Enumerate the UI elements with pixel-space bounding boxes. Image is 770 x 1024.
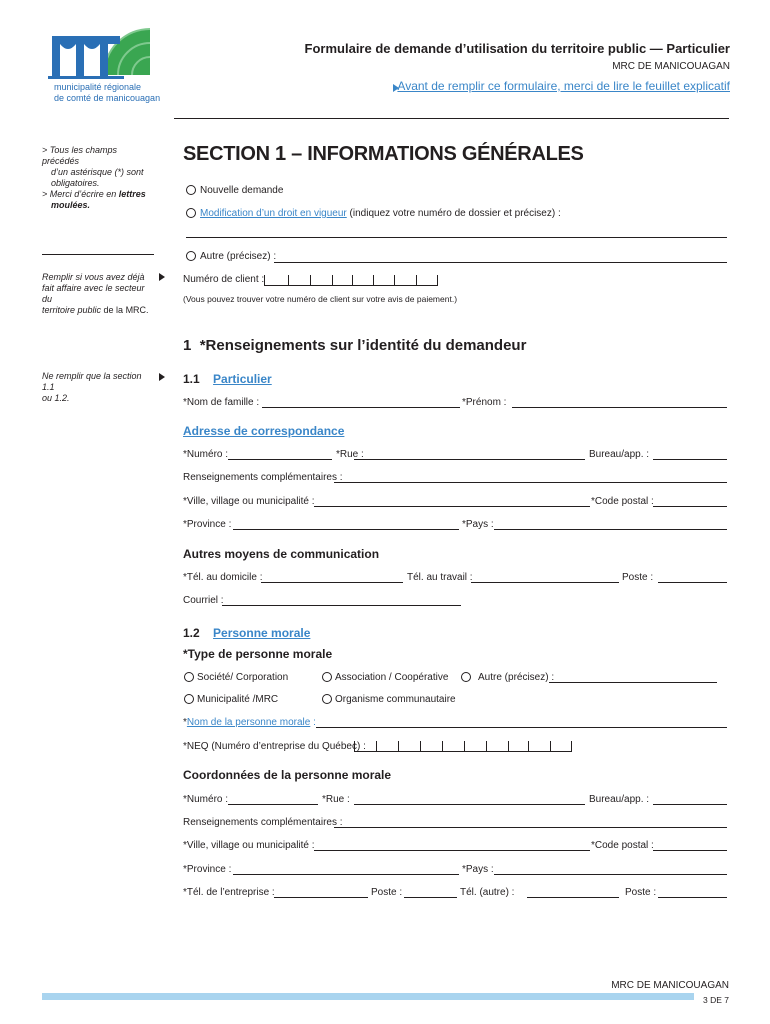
pm-city-field[interactable]	[314, 850, 590, 851]
note-line: obligatoires.	[51, 178, 100, 188]
sidebar-section-note	[42, 371, 154, 404]
other-ext-label: Poste :	[625, 887, 657, 898]
opt-new-label: Nouvelle demande	[200, 185, 284, 196]
pm-number-field[interactable]	[228, 804, 318, 805]
colon: :	[310, 717, 316, 728]
header-org: MRC DE MANICOUAGAN	[612, 61, 730, 72]
note-text: territoire public	[42, 305, 102, 315]
address-heading: Adresse de correspondance	[183, 424, 345, 438]
radio-modification[interactable]	[186, 208, 196, 218]
note-line: fait affaire avec le secteur du	[42, 283, 145, 304]
lastname-label: *Nom de famille :	[183, 397, 260, 408]
sidebar-divider	[42, 254, 154, 255]
radio-autre-type[interactable]	[461, 672, 471, 682]
association-label: Association / Coopérative	[335, 672, 449, 683]
section-title: SECTION 1 – INFORMATIONS GÉNÉRALES	[183, 143, 584, 165]
province-label: *Province :	[183, 519, 232, 530]
note-bold: lettres	[118, 189, 146, 199]
firstname-field[interactable]	[512, 407, 727, 408]
municipalite-label: Municipalité /MRC	[197, 694, 279, 705]
pm-postal-label: *Code postal :	[591, 840, 654, 851]
modification-line[interactable]	[186, 237, 727, 238]
subsection-1-2	[183, 624, 310, 642]
other-ext-field[interactable]	[658, 897, 727, 898]
street-field[interactable]	[354, 459, 585, 460]
autre-type-label: Autre (précisez) :	[478, 672, 555, 683]
header-divider	[174, 118, 729, 119]
opt-other-label: Autre (précisez) :	[200, 251, 277, 262]
logo-text-line1: municipalité régionale	[54, 82, 142, 92]
work-phone-label: Tél. au travail :	[407, 572, 473, 583]
arrow-icon	[159, 273, 165, 281]
unit-field[interactable]	[653, 459, 727, 460]
societe-label: Société/ Corporation	[197, 672, 289, 683]
particulier-link[interactable]: Particulier	[213, 372, 272, 386]
note-line: ou 1.2.	[42, 393, 70, 403]
extension-field[interactable]	[658, 582, 727, 583]
radio-municipalite[interactable]	[184, 694, 194, 704]
company-ext-label: Poste :	[371, 887, 403, 898]
neq-field[interactable]	[354, 739, 572, 752]
home-phone-label: *Tél. au domicile :	[183, 572, 263, 583]
complementary-label: Renseignements complémentaires :	[183, 472, 343, 483]
postal-label: *Code postal :	[591, 496, 654, 507]
opt-modification-label	[200, 208, 561, 220]
subsection-1-1	[183, 370, 272, 388]
pm-number-label: *Numéro :	[183, 794, 229, 805]
pm-complementary-field[interactable]	[334, 827, 727, 828]
postal-field[interactable]	[653, 506, 727, 507]
radio-association[interactable]	[322, 672, 332, 682]
extension-label: Poste :	[622, 572, 654, 583]
coordinates-heading: Coordonnées de la personne morale	[183, 768, 392, 782]
unit-label: Bureau/app. :	[589, 449, 650, 460]
client-number-hint: (Vous pouvez trouver votre numéro de client sur votre avis de paiement.)	[183, 294, 458, 304]
arrow-icon	[159, 373, 165, 381]
part1-title-text: *Renseignements sur l’identité du demandeur	[199, 337, 527, 354]
work-phone-field[interactable]	[471, 582, 619, 583]
note-line	[42, 189, 152, 200]
city-field[interactable]	[314, 506, 590, 507]
radio-new-request[interactable]	[186, 185, 196, 195]
pm-street-field[interactable]	[354, 804, 585, 805]
notice-link[interactable]: Avant de remplir ce formulaire, merci de lire le feuillet explicatif	[397, 79, 730, 93]
note-text: > Merci d’écrire en	[42, 189, 117, 199]
sidebar-required-note	[42, 145, 152, 211]
autre-type-field[interactable]	[549, 682, 717, 683]
client-number-label: Numéro de client :	[183, 274, 265, 285]
note-line	[42, 305, 154, 316]
logo-text-line2: de comté de manicouagan	[54, 93, 161, 103]
organisme-label: Organisme communautaire	[335, 694, 456, 705]
note-line: Remplir si vous avez déjà	[42, 272, 145, 282]
logo-arches-icon	[34, 20, 174, 82]
number-field[interactable]	[228, 459, 332, 460]
mrc-logo	[34, 20, 174, 110]
org-name-link[interactable]: Nom de la personne morale	[186, 717, 311, 728]
note-text: de la MRC.	[103, 305, 149, 315]
pm-complementary-label: Renseignements complémentaires :	[183, 817, 343, 828]
subsection-number: 1.2	[183, 626, 200, 640]
subsection-number: 1.1	[183, 372, 200, 386]
province-field[interactable]	[233, 529, 459, 530]
page-number: 3 DE 7	[703, 995, 729, 1005]
other-field[interactable]	[274, 262, 727, 263]
form-title: Formulaire de demande d’utilisation du territoire public — Particulier	[304, 41, 730, 56]
other-phone-label: Tél. (autre) :	[460, 887, 515, 898]
radio-societe[interactable]	[184, 672, 194, 682]
note-line: Ne remplir que la section 1.1	[42, 371, 142, 392]
part1-number: 1	[183, 337, 192, 354]
pm-postal-field[interactable]	[653, 850, 727, 851]
pm-street-label: *Rue :	[322, 794, 350, 805]
email-field[interactable]	[222, 605, 461, 606]
complementary-field[interactable]	[334, 482, 727, 483]
pm-unit-label: Bureau/app. :	[589, 794, 650, 805]
personne-morale-link[interactable]: Personne morale	[213, 626, 311, 640]
company-phone-field[interactable]	[274, 897, 368, 898]
part1-title	[183, 337, 526, 354]
radio-other[interactable]	[186, 251, 196, 261]
pm-country-field[interactable]	[494, 874, 727, 875]
city-label: *Ville, village ou municipalité :	[183, 496, 315, 507]
org-name-label	[183, 717, 316, 729]
pm-unit-field[interactable]	[653, 804, 727, 805]
footer-org: MRC DE MANICOUAGAN	[611, 980, 729, 991]
street-label: *Rue :	[336, 449, 364, 460]
note-line: d’un astérisque (*) sont	[51, 167, 144, 177]
client-number-field[interactable]	[264, 273, 438, 286]
firstname-label: *Prénom :	[462, 397, 507, 408]
modification-link[interactable]: Modification d’un droit en vigueur	[200, 208, 347, 219]
other-phone-field[interactable]	[527, 897, 619, 898]
modification-hint: (indiquez votre numéro de dossier et précisez) :	[349, 208, 561, 219]
note-line: > Tous les champs précédés	[42, 145, 117, 166]
lastname-field[interactable]	[262, 407, 460, 408]
neq-label: *NEQ (Numéro d’entreprise du Québec) :	[183, 741, 366, 752]
country-label: *Pays :	[462, 519, 494, 530]
home-phone-field[interactable]	[261, 582, 403, 583]
radio-organisme[interactable]	[322, 694, 332, 704]
pm-country-label: *Pays :	[462, 864, 494, 875]
type-heading: *Type de personne morale	[183, 647, 333, 661]
email-label: Courriel :	[183, 595, 224, 606]
pm-city-label: *Ville, village ou municipalité :	[183, 840, 315, 851]
country-field[interactable]	[494, 529, 727, 530]
company-ext-field[interactable]	[404, 897, 457, 898]
pm-province-label: *Province :	[183, 864, 232, 875]
org-name-field[interactable]	[316, 727, 727, 728]
communication-heading: Autres moyens de communication	[183, 547, 380, 561]
company-phone-label: *Tél. de l’entreprise :	[183, 887, 275, 898]
note-bold-line: moulées.	[51, 200, 91, 210]
pm-province-field[interactable]	[233, 874, 459, 875]
sidebar-client-note	[42, 272, 154, 316]
required-star: *	[183, 717, 187, 728]
number-label: *Numéro :	[183, 449, 229, 460]
footer-bar	[42, 993, 694, 1000]
